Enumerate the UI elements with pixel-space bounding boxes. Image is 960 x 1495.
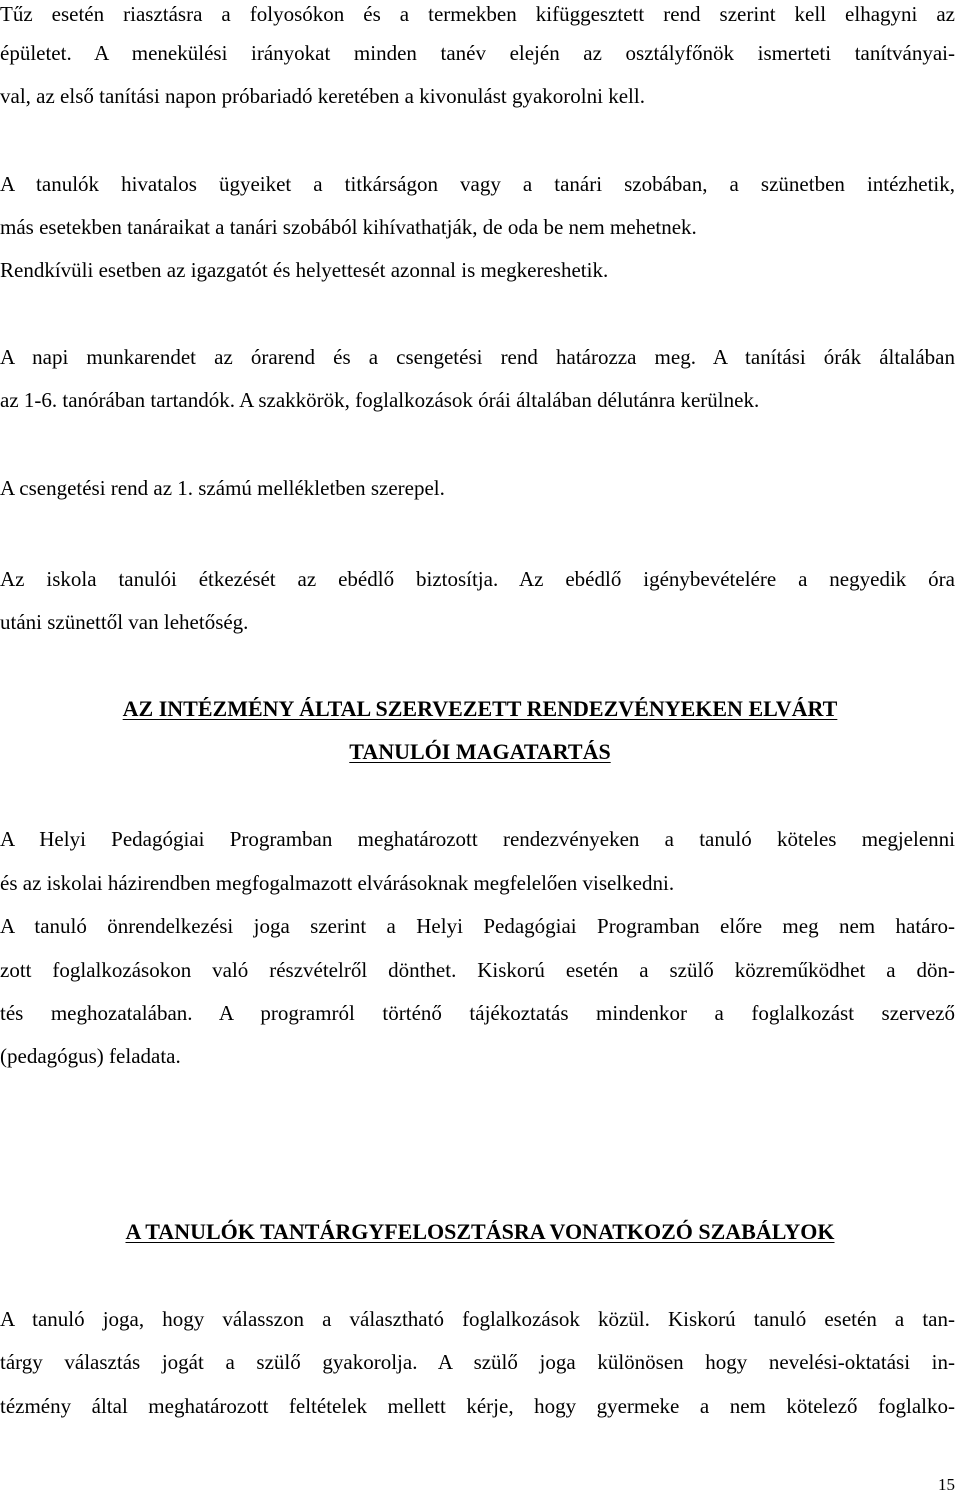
paragraph-line: tézmény által meghatározott feltételek mellett kérje, hogy gyermeke a nem kötelező foglalko- — [0, 1394, 955, 1418]
page-number: 15 — [938, 1475, 955, 1494]
paragraph-line: Tűz esetén riasztásra a folyosókon és a termekben kifüggesztett rend szerint kell elhagyni az — [0, 2, 955, 26]
paragraph-line: utáni szünettől van lehetőség. — [0, 610, 249, 634]
paragraph-line: A tanuló önrendelkezési joga szerint a Helyi Pedagógiai Programban előre meg nem határo- — [0, 914, 955, 938]
paragraph-line: Az iskola tanulói étkezését az ebédlő biztosítja. Az ebédlő igénybevételére a negyedik óra — [0, 567, 955, 591]
paragraph-line: val, az első tanítási napon próbariadó keretében a kivonulást gyakorolni kell. — [0, 84, 645, 108]
section-heading: A TANULÓK TANTÁRGYFELOSZTÁSRA VONATKOZÓ SZABÁLYOK — [125, 1219, 835, 1244]
paragraph-line: tárgy választás jogát a szülő gyakorolja. A szülő joga különösen hogy nevelési-oktatási in- — [0, 1350, 955, 1374]
paragraph-line: zott foglalkozásokon való részvételről dönthet. Kiskorú esetén a szülő közreműködhet a dön- — [0, 958, 955, 982]
paragraph-line: más esetekben tanáraikat a tanári szobából kihívathatják, de oda be nem mehetnek. — [0, 215, 697, 239]
paragraph-line: A tanuló joga, hogy válasszon a választható foglalkozások közül. Kiskorú tanuló esetén a tan- — [0, 1307, 955, 1331]
paragraph-line: A Helyi Pedagógiai Programban meghatározott rendezvényeken a tanuló köteles megjelenni — [0, 827, 955, 851]
paragraph-line: Rendkívüli esetben az igazgatót és helyettesét azonnal is megkereshetik. — [0, 258, 609, 282]
paragraph-line: A tanulók hivatalos ügyeiket a titkárságon vagy a tanári szobában, a szünetben intézhetik, — [0, 172, 955, 196]
paragraph-line: A csengetési rend az 1. számú mellékletben szerepel. — [0, 476, 445, 500]
section-heading: AZ INTÉZMÉNY ÁLTAL SZERVEZETT RENDEZVÉNYEKEN ELVÁRT — [122, 696, 838, 721]
paragraph-line: és az iskolai házirendben megfogalmazott elvárásoknak megfelelően viselkedni. — [0, 871, 675, 895]
section-heading: TANULÓI MAGATARTÁS — [349, 739, 611, 764]
paragraph-line: tés meghozatalában. A programról történő tájékoztatás mindenkor a foglalkozást szervező — [0, 1001, 955, 1025]
paragraph-line: az 1-6. tanórában tartandók. A szakkörök, foglalkozások órái általában délutánra kerülnek. — [0, 388, 760, 412]
paragraph-line: A napi munkarendet az órarend és a csengetési rend határozza meg. A tanítási órák általában — [0, 345, 955, 369]
paragraph-line: épületet. A menekülési irányokat minden tanév elején az osztályfőnök ismerteti tanítványai- — [0, 41, 955, 65]
paragraph-line: (pedagógus) feladata. — [0, 1044, 181, 1068]
